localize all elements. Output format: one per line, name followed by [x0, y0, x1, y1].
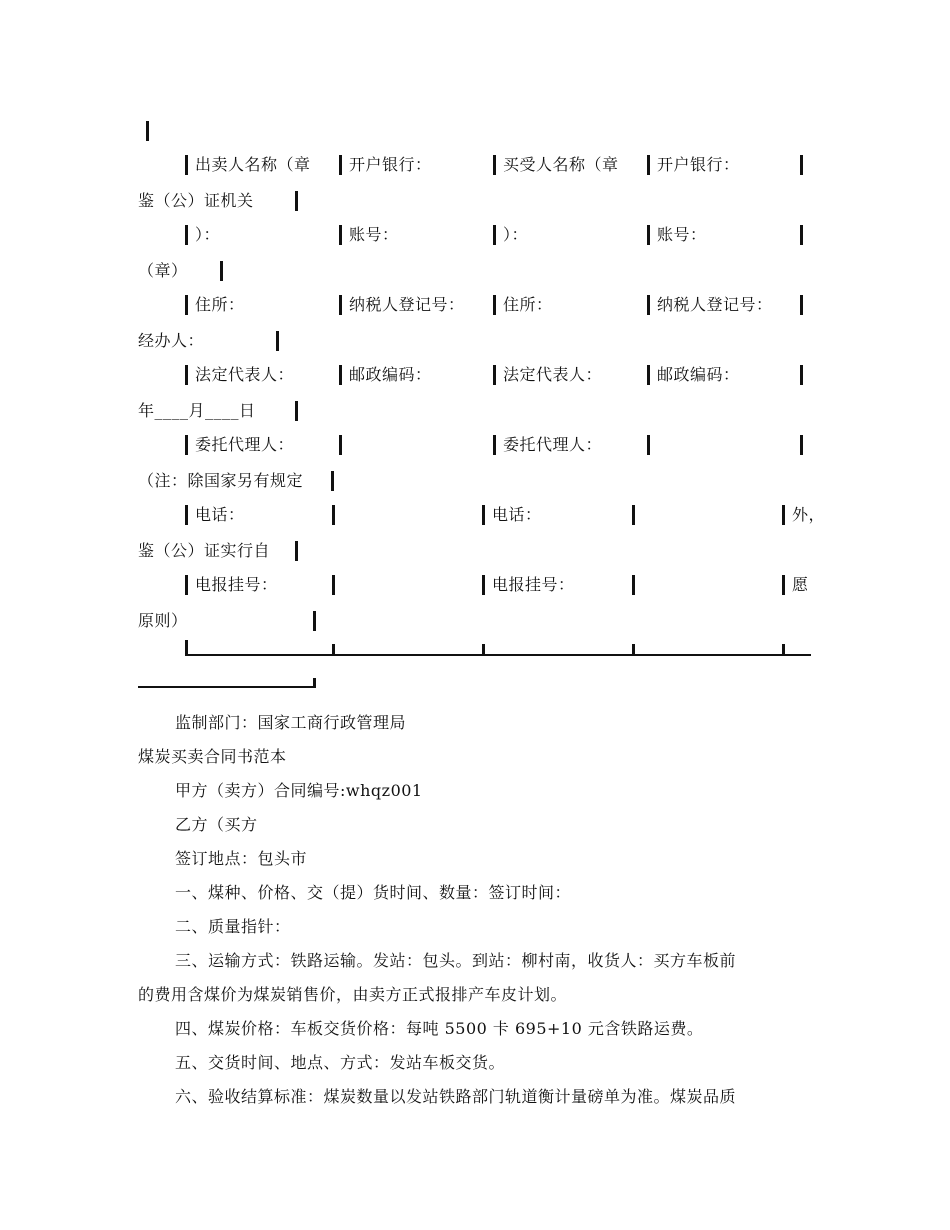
table-border	[220, 261, 223, 281]
table-bottom-border	[185, 654, 811, 656]
table-border	[339, 225, 342, 245]
seller-name-label-cont: ）：	[195, 225, 221, 244]
clause-6: 六、验收结算标准：煤炭数量以发站铁路部门轨道衡计量磅单为准。煤炭品质	[175, 1087, 737, 1106]
table-border	[647, 295, 650, 315]
note-cont-2: 愿	[792, 575, 809, 594]
table-border	[331, 471, 334, 491]
buyer-phone-label: 电话：	[492, 505, 542, 524]
table-border	[647, 435, 650, 455]
table-border	[339, 435, 342, 455]
party-b-line: 乙方（买方	[175, 815, 258, 834]
buyer-postcode-label: 邮政编码：	[657, 365, 740, 384]
table-border	[313, 678, 316, 688]
seller-bank-label: 开户银行：	[349, 155, 432, 174]
clause-1: 一、煤种、价格、交（提）货时间、数量：签订时间：	[175, 883, 572, 902]
table-border	[800, 295, 803, 315]
table-border	[632, 575, 635, 595]
table-border	[632, 644, 635, 656]
table-border	[800, 435, 803, 455]
table-border	[313, 611, 316, 631]
notary-office-label: 鉴（公）证机关	[138, 191, 254, 210]
supervisor-line: 监制部门：国家工商行政管理局	[175, 713, 407, 732]
table-border	[185, 505, 188, 525]
table-border	[185, 155, 188, 175]
table-border	[493, 365, 496, 385]
table-border	[782, 505, 785, 525]
seller-phone-label: 电话：	[195, 505, 245, 524]
table-border	[782, 644, 785, 656]
buyer-name-label: 买受人名称（章	[503, 155, 619, 174]
table-border	[295, 541, 298, 561]
buyer-agent-label: 委托代理人：	[503, 435, 603, 454]
table-border	[493, 435, 496, 455]
buyer-legal-rep-label: 法定代表人：	[503, 365, 603, 384]
party-a-line: 甲方（卖方）合同编号:whqz001	[175, 781, 423, 800]
table-border	[339, 155, 342, 175]
clause-3: 三、运输方式：铁路运输。发站：包头。到站：柳村南，收货人：买方车板前	[175, 951, 737, 970]
table-border	[339, 295, 342, 315]
buyer-telegraph-label: 电报挂号：	[492, 575, 575, 594]
buyer-bank-label: 开户银行：	[657, 155, 740, 174]
buyer-name-label-cont: ）：	[503, 225, 529, 244]
table-border	[482, 644, 485, 656]
seller-name-label: 出卖人名称（章	[195, 155, 311, 174]
signing-place-line: 签订地点：包头市	[175, 849, 308, 868]
table-border	[185, 575, 188, 595]
table-border	[146, 121, 149, 141]
seller-agent-label: 委托代理人：	[195, 435, 295, 454]
principle-label: 原则）	[138, 611, 188, 630]
table-border	[295, 401, 298, 421]
handler-label: 经办人：	[138, 331, 205, 350]
seller-account-label: 账号：	[349, 225, 399, 244]
seller-postcode-label: 邮政编码：	[349, 365, 432, 384]
document-title: 煤炭买卖合同书范本	[138, 747, 287, 766]
table-border	[800, 225, 803, 245]
date-label: 年____月____日	[138, 401, 256, 420]
buyer-account-label: 账号：	[657, 225, 707, 244]
table-border	[276, 331, 279, 351]
table-border	[782, 575, 785, 595]
table-border	[339, 365, 342, 385]
table-border	[185, 225, 188, 245]
note-cont-1: 外，	[792, 505, 826, 524]
table-border	[647, 225, 650, 245]
seller-legal-rep-label: 法定代表人：	[195, 365, 295, 384]
table-border	[185, 365, 188, 385]
table-border	[332, 505, 335, 525]
table-border	[295, 191, 298, 211]
buyer-address-label: 住所：	[503, 295, 553, 314]
table-border	[632, 505, 635, 525]
notary-principle-label: 鉴（公）证实行自	[138, 541, 271, 560]
table-border	[332, 644, 335, 656]
clause-4: 四、煤炭价格：车板交货价格：每吨 5500 卡 695+10 元含铁路运费。	[175, 1019, 704, 1038]
table-border	[493, 155, 496, 175]
table-border	[647, 155, 650, 175]
seller-address-label: 住所：	[195, 295, 245, 314]
table-border	[482, 575, 485, 595]
seal-label: （章）	[138, 261, 188, 280]
clause-3-cont: 的费用含煤价为煤炭销售价，由卖方正式报排产车皮计划。	[138, 985, 568, 1004]
table-border	[482, 505, 485, 525]
table-border	[185, 435, 188, 455]
seller-telegraph-label: 电报挂号：	[195, 575, 278, 594]
note-label: （注：除国家另有规定	[138, 471, 304, 490]
table-border	[800, 365, 803, 385]
table-bottom-border	[138, 686, 316, 688]
table-border	[647, 365, 650, 385]
clause-2: 二、质量指针：	[175, 917, 291, 936]
table-border	[185, 295, 188, 315]
table-border	[493, 225, 496, 245]
clause-5: 五、交货时间、地点、方式：发站车板交货。	[175, 1053, 506, 1072]
buyer-taxid-label: 纳税人登记号：	[657, 295, 773, 314]
table-border	[800, 155, 803, 175]
table-border	[493, 295, 496, 315]
table-border	[332, 575, 335, 595]
seller-taxid-label: 纳税人登记号：	[349, 295, 465, 314]
